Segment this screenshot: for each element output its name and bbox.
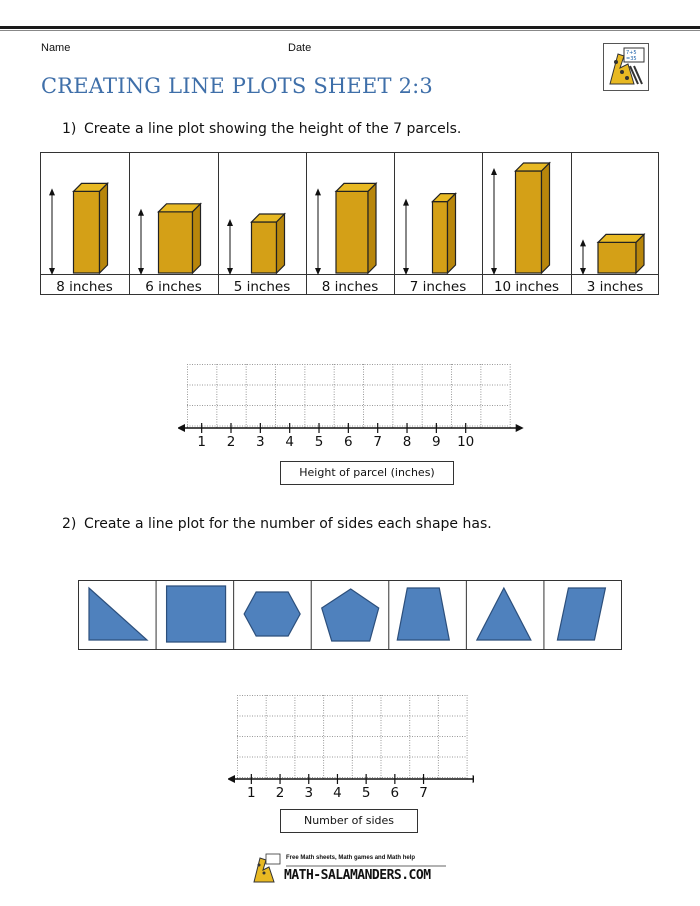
parcel-box-side bbox=[542, 163, 550, 273]
line-plot-1[interactable] bbox=[178, 362, 524, 454]
parcel-label: 8 inches bbox=[56, 279, 113, 295]
question-1-number: 1) bbox=[62, 121, 77, 137]
parcel-label: 8 inches bbox=[321, 279, 379, 295]
pentagon-shape bbox=[322, 589, 379, 641]
axis-tick-label: 5 bbox=[314, 434, 324, 450]
arrow-head-down bbox=[49, 268, 55, 275]
axis-tick-label: 3 bbox=[304, 785, 314, 801]
axis-tick-label: 6 bbox=[390, 785, 400, 801]
axis-tick-label: 4 bbox=[333, 785, 342, 801]
parcel-box bbox=[433, 202, 448, 273]
parcel-label: 6 inches bbox=[145, 279, 202, 295]
parcel-box bbox=[336, 191, 368, 273]
page-title: CREATING LINE PLOTS SHEET 2:3 bbox=[41, 74, 433, 98]
axis-tick-label: 7 bbox=[373, 434, 382, 450]
footer-site[interactable]: MATH-SALAMANDERS.COM bbox=[284, 868, 431, 883]
axis-tick-label: 5 bbox=[361, 785, 371, 801]
question-2-text: Create a line plot for the number of sides each shape has. bbox=[84, 516, 492, 532]
trapezoid-shape bbox=[397, 588, 449, 640]
axis-tick-label: 6 bbox=[344, 434, 353, 450]
parcel-box bbox=[252, 222, 277, 273]
axis-tick-label: 1 bbox=[197, 434, 206, 450]
parcels-table bbox=[40, 152, 660, 298]
parcel-label: 7 inches bbox=[409, 279, 467, 295]
plot-grid bbox=[237, 695, 467, 779]
shapes-table bbox=[78, 580, 623, 652]
axis-label-2: Number of sides bbox=[280, 809, 418, 833]
top-rule bbox=[0, 26, 700, 29]
parallelogram-shape bbox=[557, 588, 605, 640]
axis-arrow-left bbox=[228, 775, 235, 783]
salamander-logo bbox=[603, 43, 649, 91]
line-plot-2[interactable] bbox=[228, 693, 474, 805]
arrow-head-down bbox=[315, 268, 321, 275]
question-1-text: Create a line plot showing the height of the 7 parcels. bbox=[84, 121, 462, 137]
arrow-head-up bbox=[138, 209, 144, 216]
arrow-head-up bbox=[491, 168, 497, 175]
parcel-box-side bbox=[448, 194, 456, 273]
svg-text:=35: =35 bbox=[626, 56, 637, 62]
arrow-head-up bbox=[580, 239, 586, 246]
axis-arrow-left bbox=[178, 424, 185, 432]
parcels-boxes bbox=[49, 163, 644, 275]
arrow-head-up bbox=[49, 188, 55, 195]
arrow-head-up bbox=[315, 188, 321, 195]
shapes-items bbox=[89, 586, 605, 642]
axis-arrow-right bbox=[473, 775, 474, 783]
arrow-head-down bbox=[227, 268, 233, 275]
parcel-box-side bbox=[193, 204, 201, 273]
question-2-number: 2) bbox=[62, 516, 77, 532]
footer-tagline: Free Math sheets, Math games and Math help bbox=[286, 855, 416, 861]
arrow-head-down bbox=[403, 268, 409, 275]
parcel-box bbox=[159, 212, 193, 273]
arrow-head-down bbox=[138, 268, 144, 275]
name-label: Name bbox=[41, 42, 71, 54]
axis-tick-label: 2 bbox=[226, 434, 236, 450]
parcel-label: 3 inches bbox=[586, 279, 644, 295]
plot-grid bbox=[187, 364, 510, 428]
right-triangle-shape bbox=[89, 588, 147, 640]
arrow-head-up bbox=[403, 199, 409, 206]
square-shape bbox=[167, 586, 226, 642]
parcel-box bbox=[598, 242, 636, 273]
axis-tick-label: 8 bbox=[402, 434, 412, 450]
svg-text:7+5: 7+5 bbox=[626, 50, 637, 56]
triangle-shape bbox=[477, 588, 531, 640]
hexagon-shape bbox=[244, 592, 300, 636]
arrow-head-down bbox=[580, 268, 586, 275]
parcel-box-side bbox=[277, 214, 285, 273]
axis-tick-label: 2 bbox=[275, 785, 285, 801]
axis-tick-label: 4 bbox=[285, 434, 294, 450]
date-label: Date bbox=[288, 42, 312, 54]
parcel-box-side bbox=[368, 183, 376, 273]
axis-arrow-right bbox=[516, 424, 524, 432]
arrow-head-up bbox=[227, 219, 233, 226]
axis-label-1: Height of parcel (inches) bbox=[280, 461, 454, 485]
parcel-label: 10 inches bbox=[493, 279, 560, 295]
arrow-head-down bbox=[491, 268, 497, 275]
axis-tick-label: 7 bbox=[419, 785, 428, 801]
parcel-box bbox=[516, 171, 542, 273]
top-rule-thin bbox=[0, 30, 700, 31]
parcels-labels bbox=[56, 279, 643, 295]
axis-tick-label: 3 bbox=[256, 434, 265, 450]
parcel-label: 5 inches bbox=[233, 279, 291, 295]
axis-tick-label: 10 bbox=[457, 434, 475, 450]
parcel-box bbox=[74, 191, 100, 273]
axis-tick-label: 9 bbox=[432, 434, 441, 450]
parcel-box-side bbox=[100, 183, 108, 273]
axis-tick-label: 1 bbox=[247, 785, 256, 801]
